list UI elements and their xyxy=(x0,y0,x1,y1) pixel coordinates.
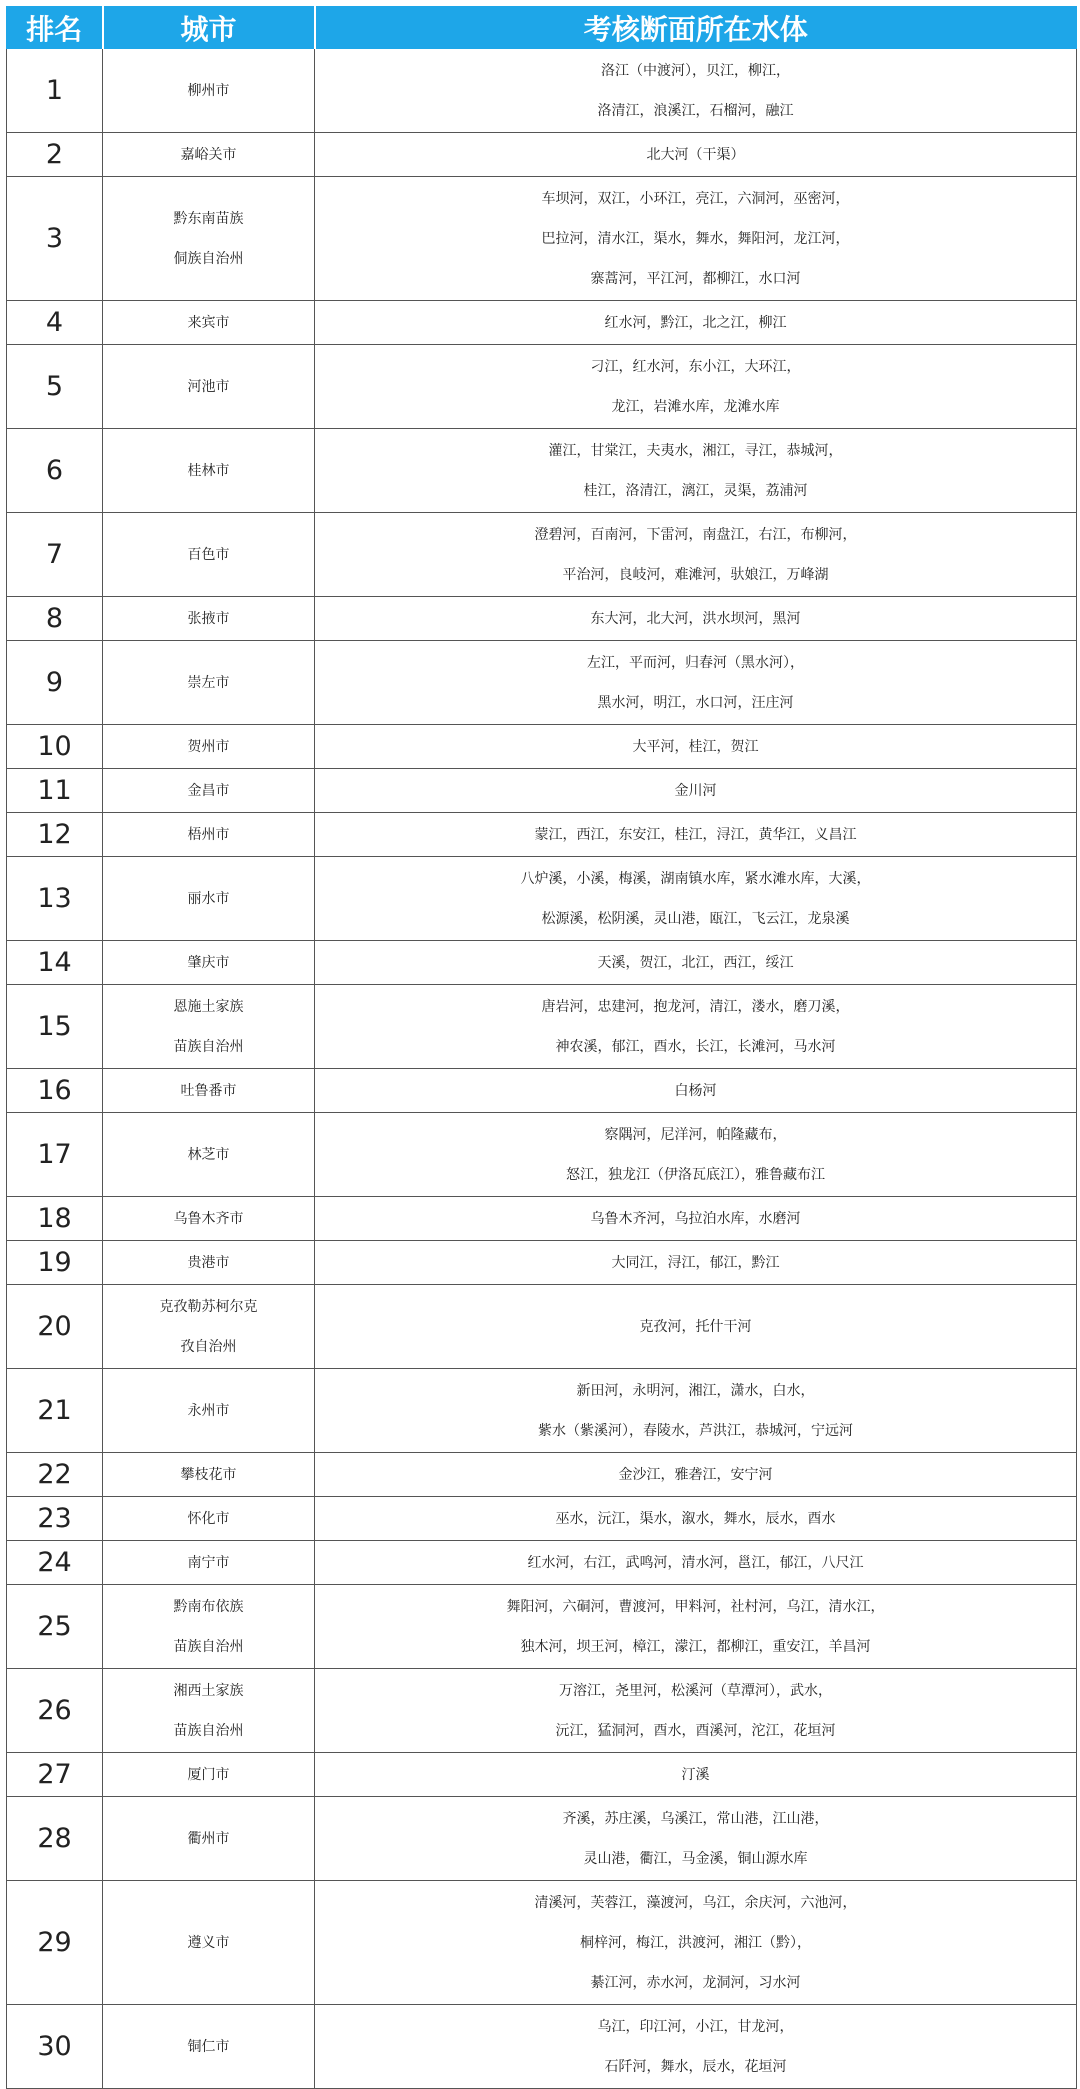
city-cell xyxy=(103,1585,315,1669)
water-body-line: 察隅河，尼洋河，帕隆藏布， xyxy=(604,1126,787,1143)
table-row xyxy=(7,857,1077,941)
water-body-line: 蒙江，西江，东安江，桂江，浔江，黄华江，义昌江 xyxy=(534,826,857,843)
water-body-line: 清溪河，芙蓉江，藻渡河，乌江，余庆河，六池河， xyxy=(534,1894,857,1911)
city-cell xyxy=(103,813,315,857)
rank-cell: 12 xyxy=(7,813,103,857)
water-body-cell xyxy=(315,1285,1077,1369)
city-name-line: 孜自治州 xyxy=(180,1338,237,1355)
table-row xyxy=(7,1881,1077,2005)
city-name-line: 贺州市 xyxy=(187,738,230,755)
water-body-line: 舞阳河，六硐河，曹渡河，甲料河，社村河，乌江，清水江， xyxy=(506,1598,885,1615)
table-row xyxy=(7,1669,1077,1753)
city-cell xyxy=(103,1541,315,1585)
water-body-cell xyxy=(315,1197,1077,1241)
water-body-cell xyxy=(315,985,1077,1069)
rank-cell: 11 xyxy=(7,769,103,813)
table-row xyxy=(7,1497,1077,1541)
water-body-line: 乌江，印江河，小江，甘龙河， xyxy=(597,2018,794,2035)
water-body-line: 金川河 xyxy=(674,782,717,799)
table-row xyxy=(7,513,1077,597)
water-body-line: 天溪，贺江，北江，西江，绥江 xyxy=(597,954,794,971)
water-body-cell xyxy=(315,813,1077,857)
water-body-cell xyxy=(315,857,1077,941)
rank-cell: 4 xyxy=(7,301,103,345)
water-body-line: 大平河，桂江，贺江 xyxy=(632,738,759,755)
water-body-line: 洛江（中渡河），贝江，柳江， xyxy=(601,62,790,79)
city-cell xyxy=(103,1285,315,1369)
water-body-line: 万溶江，尧里河，松溪河（草潭河），武水， xyxy=(559,1682,832,1699)
city-name-line: 湘西土家族 xyxy=(173,1682,244,1699)
city-name-line: 厦门市 xyxy=(187,1766,230,1783)
rank-cell: 3 xyxy=(7,177,103,301)
water-body-line: 克孜河，托什干河 xyxy=(639,1318,752,1335)
water-body-cell xyxy=(315,177,1077,301)
rank-cell: 24 xyxy=(7,1541,103,1585)
table-row xyxy=(7,725,1077,769)
water-body-line: 桂江，洛清江，漓江，灵渠，荔浦河 xyxy=(583,482,808,499)
rank-cell: 14 xyxy=(7,941,103,985)
table-row xyxy=(7,49,1077,133)
water-body-line: 齐溪，苏庄溪，乌溪江，常山港，江山港， xyxy=(562,1810,829,1827)
water-body-line: 金沙江，雅砻江，安宁河 xyxy=(618,1466,773,1483)
water-body-cell xyxy=(315,1585,1077,1669)
rank-cell: 18 xyxy=(7,1197,103,1241)
water-body-line: 石阡河，舞水，辰水，花垣河 xyxy=(604,2058,787,2075)
city-name-line: 衢州市 xyxy=(187,1830,230,1847)
city-cell xyxy=(103,1113,315,1197)
water-body-line: 北大河（干渠） xyxy=(646,146,745,163)
city-name-line: 苗族自治州 xyxy=(173,1038,244,1055)
water-body-line: 松源溪，松阴溪，灵山港，瓯江，飞云江，龙泉溪 xyxy=(541,910,850,927)
city-name-line: 黔南布依族 xyxy=(173,1598,244,1615)
city-cell xyxy=(103,1453,315,1497)
table-row xyxy=(7,133,1077,177)
rank-cell: 19 xyxy=(7,1241,103,1285)
city-name-line: 嘉峪关市 xyxy=(180,146,237,163)
rank-cell: 6 xyxy=(7,429,103,513)
water-body-cell xyxy=(315,1453,1077,1497)
rank-cell: 22 xyxy=(7,1453,103,1497)
water-body-line: 车坝河，双江，小环江，亮江，六洞河，巫密河， xyxy=(541,190,850,207)
table-row xyxy=(7,985,1077,1069)
water-body-line: 綦江河，赤水河，龙洞河，习水河 xyxy=(590,1974,801,1991)
city-name-line: 梧州市 xyxy=(187,826,230,843)
water-body-line: 唐岩河，忠建河，抱龙河，清江，溇水，磨刀溪， xyxy=(541,998,850,1015)
city-cell xyxy=(103,725,315,769)
city-name-line: 来宾市 xyxy=(187,314,230,331)
city-name-line: 苗族自治州 xyxy=(173,1638,244,1655)
table-row xyxy=(7,1113,1077,1197)
table-row xyxy=(7,1241,1077,1285)
water-body-line: 乌鲁木齐河，乌拉泊水库，水磨河 xyxy=(590,1210,801,1227)
rank-cell: 7 xyxy=(7,513,103,597)
table-body xyxy=(7,49,1077,2089)
rank-cell: 2 xyxy=(7,133,103,177)
city-name-line: 金昌市 xyxy=(187,782,230,799)
water-body-line: 大同江，浔江，郁江，黔江 xyxy=(611,1254,780,1271)
table-row xyxy=(7,1197,1077,1241)
city-cell xyxy=(103,133,315,177)
water-body-cell xyxy=(315,597,1077,641)
table-row xyxy=(7,769,1077,813)
table-row xyxy=(7,1753,1077,1797)
city-cell xyxy=(103,769,315,813)
table-row xyxy=(7,1585,1077,1669)
city-cell xyxy=(103,857,315,941)
table-row xyxy=(7,429,1077,513)
water-body-cell xyxy=(315,2005,1077,2089)
water-body-cell xyxy=(315,641,1077,725)
city-cell xyxy=(103,1753,315,1797)
city-cell xyxy=(103,1797,315,1881)
water-body-line: 红水河，右江，武鸣河，清水河，邕江，郁江，八尺江 xyxy=(527,1554,864,1571)
water-body-cell xyxy=(315,345,1077,429)
water-body-cell xyxy=(315,1753,1077,1797)
water-body-line: 白杨河 xyxy=(674,1082,717,1099)
water-body-line: 新田河，永明河，湘江，潇水，白水， xyxy=(576,1382,815,1399)
rank-cell: 25 xyxy=(7,1585,103,1669)
header-rank: 排名 xyxy=(7,7,103,49)
water-body-line: 东大河，北大河，洪水坝河，黑河 xyxy=(590,610,801,627)
water-body-cell xyxy=(315,49,1077,133)
table-row xyxy=(7,941,1077,985)
city-name-line: 肇庆市 xyxy=(187,954,230,971)
table-row xyxy=(7,345,1077,429)
rank-cell: 30 xyxy=(7,2005,103,2089)
water-body-cell xyxy=(315,133,1077,177)
water-body-cell xyxy=(315,301,1077,345)
city-cell xyxy=(103,49,315,133)
water-body-line: 左江，平而河，归春河（黑水河）， xyxy=(587,654,804,671)
header-city: 城市 xyxy=(103,7,315,49)
rank-cell: 9 xyxy=(7,641,103,725)
water-body-cell xyxy=(315,429,1077,513)
table-row xyxy=(7,1453,1077,1497)
rank-cell: 21 xyxy=(7,1369,103,1453)
rank-cell: 20 xyxy=(7,1285,103,1369)
table-row xyxy=(7,1797,1077,1881)
city-name-line: 怀化市 xyxy=(187,1510,230,1527)
city-cell xyxy=(103,1197,315,1241)
city-name-line: 永州市 xyxy=(187,1402,230,1419)
water-body-line: 紫水（紫溪河），春陵水，芦洪江，恭城河，宁远河 xyxy=(538,1422,853,1439)
water-body-cell xyxy=(315,1669,1077,1753)
rank-cell: 1 xyxy=(7,49,103,133)
city-cell xyxy=(103,597,315,641)
rank-cell: 8 xyxy=(7,597,103,641)
water-body-line: 独木河，坝王河，樟江，濛江，都柳江，重安江，羊昌河 xyxy=(520,1638,871,1655)
city-name-line: 林芝市 xyxy=(187,1146,230,1163)
city-cell xyxy=(103,1369,315,1453)
water-body-line: 寨蒿河，平江河，都柳江，水口河 xyxy=(590,270,801,287)
water-body-line: 巫水，沅江，渠水，溆水，舞水，辰水，酉水 xyxy=(555,1510,836,1527)
city-name-line: 克孜勒苏柯尔克 xyxy=(159,1298,258,1315)
city-cell xyxy=(103,641,315,725)
table-row xyxy=(7,177,1077,301)
city-name-line: 柳州市 xyxy=(187,82,230,99)
rank-cell: 15 xyxy=(7,985,103,1069)
rank-cell: 23 xyxy=(7,1497,103,1541)
city-name-line: 攀枝花市 xyxy=(180,1466,237,1483)
ranking-table xyxy=(6,6,1077,2089)
table-row xyxy=(7,2005,1077,2089)
rank-cell: 13 xyxy=(7,857,103,941)
city-name-line: 张掖市 xyxy=(187,610,230,627)
rank-cell: 29 xyxy=(7,1881,103,2005)
water-body-line: 神农溪，郁江，酉水，长江，长滩河，马水河 xyxy=(555,1038,836,1055)
table-row xyxy=(7,1541,1077,1585)
table-row xyxy=(7,597,1077,641)
city-name-line: 贵港市 xyxy=(187,1254,230,1271)
city-name-line: 遵义市 xyxy=(187,1934,230,1951)
water-body-line: 灵山港，衢江，马金溪，铜山源水库 xyxy=(583,1850,808,1867)
rank-cell: 26 xyxy=(7,1669,103,1753)
city-cell xyxy=(103,985,315,1069)
header-water: 考核断面所在水体 xyxy=(315,7,1077,49)
city-name-line: 丽水市 xyxy=(187,890,230,907)
table-row xyxy=(7,1069,1077,1113)
table-row xyxy=(7,1369,1077,1453)
city-cell xyxy=(103,1241,315,1285)
city-name-line: 侗族自治州 xyxy=(173,250,244,267)
city-cell xyxy=(103,429,315,513)
water-body-cell xyxy=(315,725,1077,769)
rank-cell: 10 xyxy=(7,725,103,769)
city-cell xyxy=(103,1497,315,1541)
water-body-line: 龙江，岩滩水库，龙滩水库 xyxy=(611,398,780,415)
water-body-cell xyxy=(315,769,1077,813)
rank-cell: 28 xyxy=(7,1797,103,1881)
city-name-line: 南宁市 xyxy=(187,1554,230,1571)
city-cell xyxy=(103,301,315,345)
city-cell xyxy=(103,1069,315,1113)
rank-cell: 16 xyxy=(7,1069,103,1113)
city-cell xyxy=(103,177,315,301)
city-name-line: 桂林市 xyxy=(187,462,230,479)
city-cell xyxy=(103,513,315,597)
table-header xyxy=(7,7,1077,49)
water-body-line: 怒江，独龙江（伊洛瓦底江），雅鲁藏布江 xyxy=(566,1166,825,1183)
city-name-line: 黔东南苗族 xyxy=(173,210,244,227)
rank-cell: 17 xyxy=(7,1113,103,1197)
rank-cell: 27 xyxy=(7,1753,103,1797)
city-name-line: 乌鲁木齐市 xyxy=(173,1210,244,1227)
water-body-cell xyxy=(315,941,1077,985)
water-body-cell xyxy=(315,1541,1077,1585)
city-cell xyxy=(103,345,315,429)
table-row xyxy=(7,641,1077,725)
table-row xyxy=(7,301,1077,345)
city-name-line: 崇左市 xyxy=(187,674,230,691)
city-cell xyxy=(103,1669,315,1753)
table-row xyxy=(7,1285,1077,1369)
water-body-line: 灌江，甘棠江，夫夷水，湘江，寻江，恭城河， xyxy=(548,442,843,459)
city-name-line: 吐鲁番市 xyxy=(180,1082,237,1099)
header-row xyxy=(7,7,1077,49)
city-cell xyxy=(103,941,315,985)
city-cell xyxy=(103,1881,315,2005)
water-body-line: 巴拉河，清水江，渠水，舞水，舞阳河，龙江河， xyxy=(541,230,850,247)
water-body-cell xyxy=(315,1069,1077,1113)
water-body-line: 平治河，良岐河，难滩河，驮娘江，万峰湖 xyxy=(562,566,829,583)
water-body-cell xyxy=(315,1113,1077,1197)
water-body-cell xyxy=(315,513,1077,597)
water-body-line: 黑水河，明江，水口河，汪庄河 xyxy=(597,694,794,711)
city-cell xyxy=(103,2005,315,2089)
water-body-cell xyxy=(315,1241,1077,1285)
water-body-line: 汀溪 xyxy=(681,1766,710,1783)
water-body-line: 沅江，猛洞河，酉水，酉溪河，沱江，花垣河 xyxy=(555,1722,836,1739)
city-name-line: 河池市 xyxy=(187,378,230,395)
table-row xyxy=(7,813,1077,857)
city-name-line: 苗族自治州 xyxy=(173,1722,244,1739)
city-name-line: 百色市 xyxy=(187,546,230,563)
rank-cell: 5 xyxy=(7,345,103,429)
water-body-line: 桐梓河，梅江，洪渡河，湘江（黔）， xyxy=(580,1934,811,1951)
water-body-line: 洛清江，浪溪江，石榴河，融江 xyxy=(597,102,794,119)
city-name-line: 恩施土家族 xyxy=(173,998,244,1015)
water-body-cell xyxy=(315,1497,1077,1541)
water-body-line: 红水河，黔江，北之江，柳江 xyxy=(604,314,787,331)
water-body-cell xyxy=(315,1797,1077,1881)
water-body-cell xyxy=(315,1881,1077,2005)
water-body-line: 刁江，红水河，东小江，大环江， xyxy=(590,358,801,375)
water-body-line: 澄碧河，百南河，下雷河，南盘江，右江，布柳河， xyxy=(534,526,857,543)
water-body-cell xyxy=(315,1369,1077,1453)
water-body-line: 八炉溪，小溪，梅溪，湖南镇水库，紧水滩水库，大溪， xyxy=(520,870,871,887)
city-name-line: 铜仁市 xyxy=(187,2038,230,2055)
